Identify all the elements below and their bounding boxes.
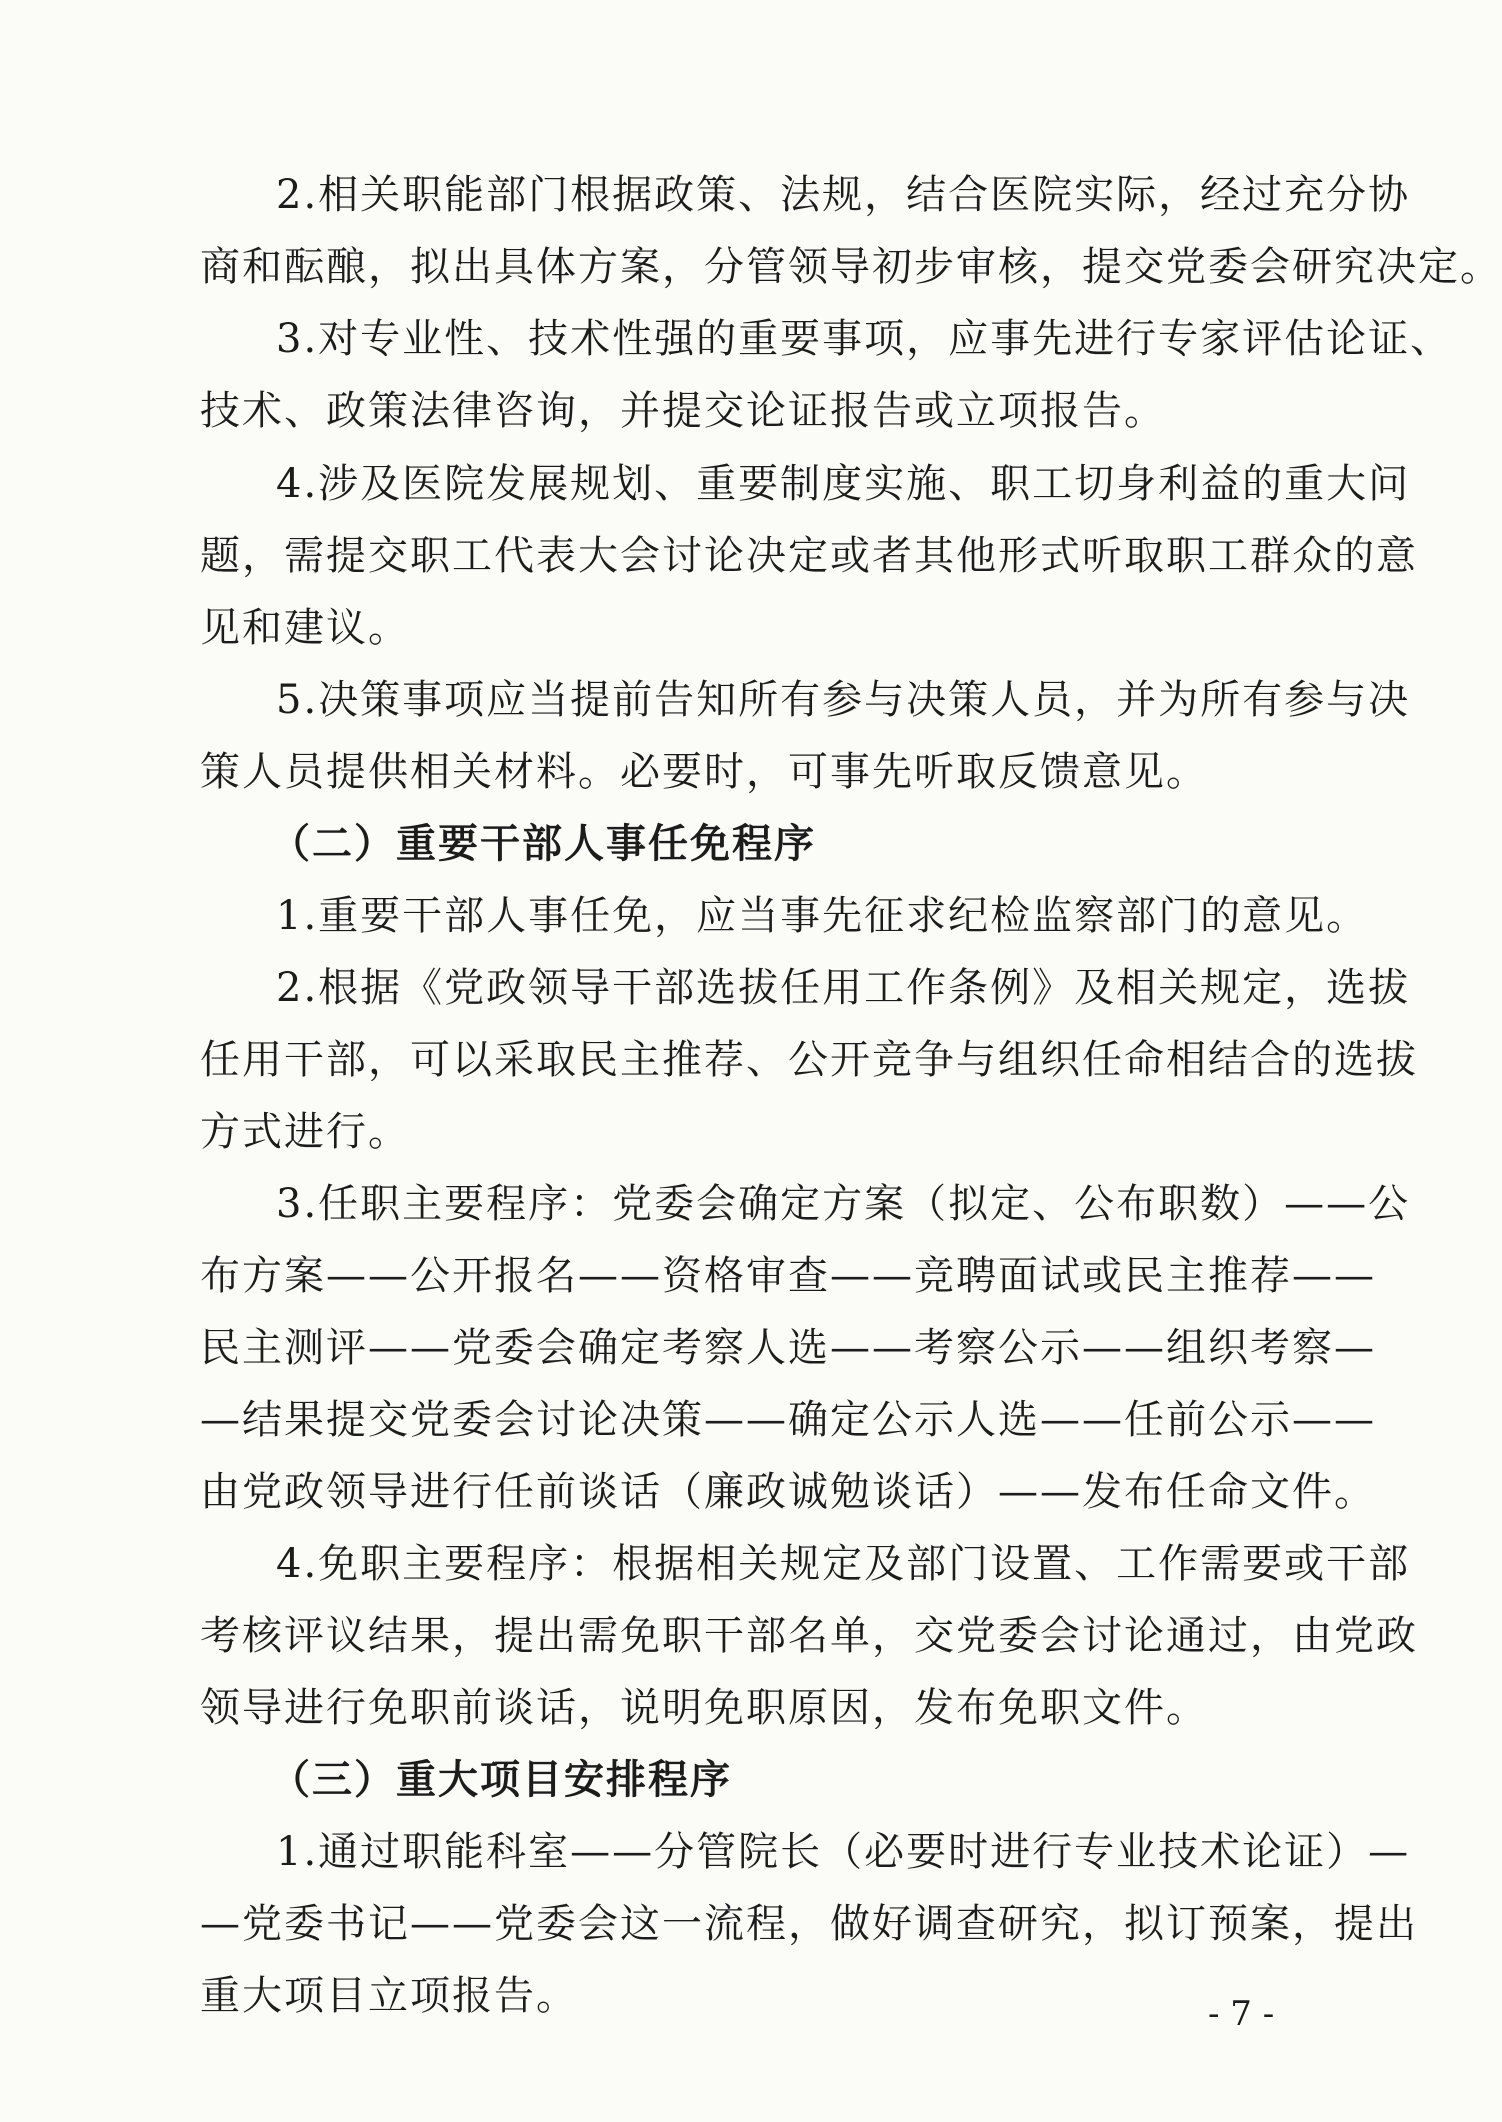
paragraph-line: 重大项目立项报告。	[200, 1973, 578, 2019]
paragraph-line: 布方案——公开报名——资格审查——竞聘面试或民主推荐——	[200, 1253, 1376, 1299]
paragraph-line: 2.根据《党政领导干部选拔任用工作条例》及相关规定，选拔	[276, 965, 1411, 1011]
paragraph-line: 4.免职主要程序：根据相关规定及部门设置、工作需要或干部	[276, 1541, 1411, 1587]
paragraph-line: 1.通过职能科室——分管院长（必要时进行专业技术论证）—	[276, 1829, 1411, 1875]
paragraph-line: 3.对专业性、技术性强的重要事项，应事先进行专家评估论证、	[276, 316, 1453, 362]
paragraph-line: 策人员提供相关材料。必要时，可事先听取反馈意见。	[200, 749, 1208, 795]
paragraph-line: 领导进行免职前谈话，说明免职原因，发布免职文件。	[200, 1685, 1208, 1731]
paragraph-line: 任用干部，可以采取民主推荐、公开竞争与组织任命相结合的选拔	[200, 1037, 1418, 1083]
section-heading: （二）重要干部人事任免程序	[270, 821, 816, 867]
paragraph-line: 见和建议。	[200, 605, 410, 651]
paragraph-line: 5.决策事项应当提前告知所有参与决策人员，并为所有参与决	[276, 677, 1411, 723]
paragraph-line: 4.涉及医院发展规划、重要制度实施、职工切身利益的重大问	[276, 461, 1411, 507]
paragraph-line: 技术、政策法律咨询，并提交论证报告或立项报告。	[200, 388, 1166, 434]
paragraph-line: 商和酝酿，拟出具体方案，分管领导初步审核，提交党委会研究决定。	[200, 244, 1502, 290]
paragraph-line: 方式进行。	[200, 1109, 410, 1155]
page-number: - 7 -	[1208, 1994, 1275, 2034]
paragraph-line: —结果提交党委会讨论决策——确定公示人选——任前公示——	[200, 1397, 1376, 1443]
paragraph-line: 题，需提交职工代表大会讨论决定或者其他形式听取职工群众的意	[200, 533, 1418, 579]
paragraph-line: 民主测评——党委会确定考察人选——考察公示——组织考察—	[200, 1325, 1376, 1371]
paragraph-line: 由党政领导进行任前谈话（廉政诚勉谈话）——发布任命文件。	[200, 1469, 1376, 1515]
paragraph-line: 3.任职主要程序：党委会确定方案（拟定、公布职数）——公	[276, 1181, 1411, 1227]
section-heading: （三）重大项目安排程序	[270, 1757, 732, 1803]
paragraph-line: —党委书记——党委会这一流程，做好调查研究，拟订预案，提出	[200, 1901, 1418, 1947]
paragraph-line: 1.重要干部人事任免，应当事先征求纪检监察部门的意见。	[276, 893, 1369, 939]
paragraph-line: 2.相关职能部门根据政策、法规，结合医院实际，经过充分协	[276, 172, 1411, 218]
paragraph-line: 考核评议结果，提出需免职干部名单，交党委会讨论通过，由党政	[200, 1613, 1418, 1659]
